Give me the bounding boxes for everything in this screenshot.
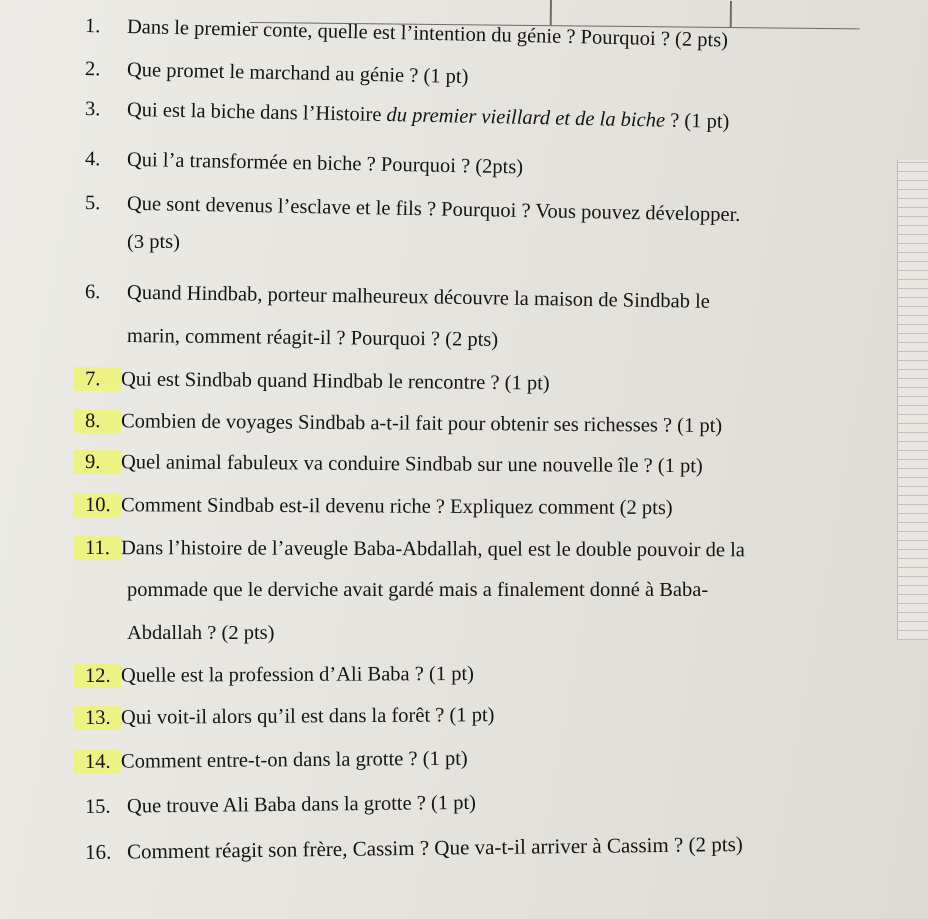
question-1	[85, 14, 729, 53]
question-number: 3.	[84, 98, 101, 121]
question-6-continued: marin, comment réagit-il ? Pourquoi ? (2 pts)	[126, 325, 499, 351]
question-text: Quel animal fabuleux va conduire Sindbab sur une nouvelle île ? (1 pt)	[120, 451, 703, 478]
question-7	[85, 367, 550, 395]
question-4	[85, 147, 524, 179]
question-text: Comment entre-t-on dans la grotte ? (1 pt)	[120, 747, 468, 773]
question-8	[85, 409, 722, 438]
question-number-highlighted: 10.	[73, 493, 121, 517]
question-15	[85, 791, 476, 819]
question-text: Qui voit-il alors qu’il est dans la forêt ? (1 pt)	[120, 704, 495, 729]
question-13	[85, 703, 495, 730]
question-9	[85, 450, 703, 478]
question-number: 16.	[84, 839, 112, 864]
question-number-highlighted: 8.	[73, 409, 121, 433]
question-number: 4.	[84, 148, 101, 171]
question-text: Dans le premier conte, quelle est l’intention du génie ? Pourquoi ? (2 pts)	[126, 15, 729, 52]
question-number-highlighted: 9.	[73, 450, 121, 474]
question-number-highlighted: 11.	[73, 536, 121, 560]
question-text: Que sont devenus l’esclave et le fils ? Pourquoi ? Vous pouvez développer.	[126, 192, 741, 227]
question-text: Quelle est la profession d’Ali Baba ? (1 pt)	[120, 662, 475, 687]
question-text: Que promet le marchand au génie ? (1 pt)	[126, 58, 469, 89]
question-number: 1.	[84, 15, 101, 38]
question-number-highlighted: 13.	[73, 706, 121, 730]
question-number-highlighted: 14.	[73, 750, 121, 774]
question-5	[85, 191, 741, 227]
question-number: 2.	[84, 58, 101, 81]
question-text: Quand Hindbab, porteur malheureux découvre la maison de Sindbab le	[126, 281, 711, 313]
question-text-end: ? (1 pt)	[664, 109, 730, 133]
question-16	[85, 832, 743, 864]
question-text: Qui est Sindbab quand Hindbab le rencontre ? (1 pt)	[120, 368, 550, 395]
question-2	[85, 57, 469, 89]
question-text: Dans l’histoire de l’aveugle Baba-Abdallah, quel est le double pouvoir de la	[120, 537, 745, 562]
question-text: Qui l’a transformée en biche ? Pourquoi ? (2pts)	[126, 148, 524, 179]
question-12	[85, 662, 474, 688]
question-number-highlighted: 7.	[73, 367, 121, 391]
question-number: 5.	[84, 192, 101, 215]
question-number: 6.	[84, 281, 101, 304]
question-text: Qui est la biche dans l’Histoire	[126, 98, 387, 127]
question-number: 15.	[84, 795, 111, 818]
question-10	[85, 493, 673, 520]
question-3	[85, 97, 730, 134]
question-5-continued: (3 pts)	[127, 231, 180, 253]
question-11	[85, 536, 745, 562]
story-title: du premier vieillard et de la biche	[386, 104, 666, 132]
question-11-continued-2: Abdallah ? (2 pts)	[127, 622, 275, 644]
question-text: Que trouve Ali Baba dans la grotte ? (1 pt)	[126, 791, 477, 818]
question-text: Comment réagit son frère, Cassim ? Que va-t-il arriver à Cassim ? (2 pts)	[126, 831, 743, 864]
question-14	[85, 747, 468, 774]
question-text: Comment Sindbab est-il devenu riche ? Expliquez comment (2 pts)	[120, 494, 673, 520]
question-text: Combien de voyages Sindbab a-t-il fait pour obtenir ses richesses ? (1 pt)	[120, 410, 723, 438]
question-number-highlighted: 12.	[73, 664, 121, 688]
question-11-continued: pommade que le derviche avait gardé mais a finalement donné à Baba-	[127, 579, 709, 601]
question-6	[85, 280, 710, 314]
